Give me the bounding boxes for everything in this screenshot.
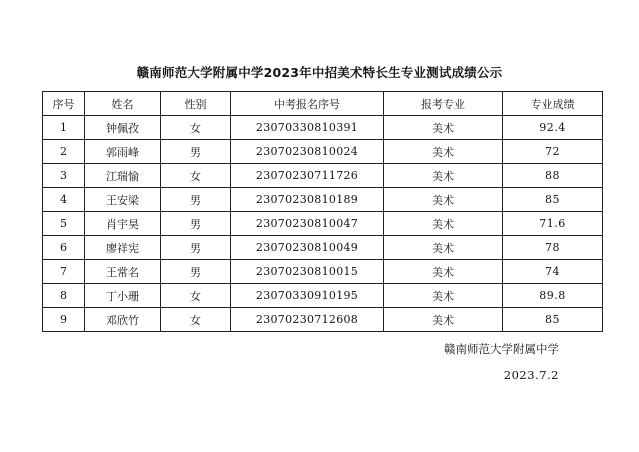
header-gender: 性别 (161, 92, 231, 116)
cell-registration-number: 23070230810015 (231, 260, 384, 284)
cell-score: 72 (503, 140, 603, 164)
cell-name: 廖祥宪 (85, 236, 161, 260)
cell-registration-number: 23070230712608 (231, 308, 384, 332)
cell-score: 85 (503, 188, 603, 212)
cell-name: 王安梁 (85, 188, 161, 212)
cell-registration-number: 23070330810391 (231, 116, 384, 140)
cell-major: 美术 (384, 140, 503, 164)
cell-name: 肖宇昊 (85, 212, 161, 236)
cell-gender: 女 (161, 116, 231, 140)
header-major: 报考专业 (384, 92, 503, 116)
cell-gender: 女 (161, 164, 231, 188)
cell-gender: 女 (161, 308, 231, 332)
header-registration-number: 中考报名序号 (231, 92, 384, 116)
cell-gender: 男 (161, 236, 231, 260)
cell-major: 美术 (384, 284, 503, 308)
table-row (43, 236, 603, 260)
cell-gender: 男 (161, 188, 231, 212)
score-table (42, 91, 603, 332)
header-serial: 序号 (43, 92, 85, 116)
table-header-row (43, 92, 603, 116)
cell-gender: 男 (161, 260, 231, 284)
cell-registration-number: 23070230810024 (231, 140, 384, 164)
table-row (43, 308, 603, 332)
cell-major: 美术 (384, 236, 503, 260)
cell-registration-number: 23070330910195 (231, 284, 384, 308)
cell-score: 88 (503, 164, 603, 188)
cell-registration-number: 23070230810189 (231, 188, 384, 212)
cell-score: 78 (503, 236, 603, 260)
cell-registration-number: 23070230810049 (231, 236, 384, 260)
cell-major: 美术 (384, 260, 503, 284)
cell-major: 美术 (384, 188, 503, 212)
cell-registration-number: 23070230810047 (231, 212, 384, 236)
cell-major: 美术 (384, 212, 503, 236)
table-row (43, 116, 603, 140)
cell-gender: 男 (161, 140, 231, 164)
cell-gender: 女 (161, 284, 231, 308)
table-row (43, 284, 603, 308)
cell-major: 美术 (384, 308, 503, 332)
cell-score: 92.4 (503, 116, 603, 140)
cell-name: 钟佩孜 (85, 116, 161, 140)
table-row (43, 212, 603, 236)
cell-score: 74 (503, 260, 603, 284)
cell-major: 美术 (384, 116, 503, 140)
cell-gender: 男 (161, 212, 231, 236)
page-title: 赣南师范大学附属中学2023年中招美术特长生专业测试成绩公示 (136, 65, 503, 80)
cell-major: 美术 (384, 164, 503, 188)
cell-serial: 4 (43, 188, 85, 212)
cell-serial: 6 (43, 236, 85, 260)
cell-name: 丁小珊 (85, 284, 161, 308)
issuer-organization: 赣南师范大学附属中学 (444, 342, 559, 356)
header-name: 姓名 (85, 92, 161, 116)
table-row (43, 164, 603, 188)
header-score: 专业成绩 (503, 92, 603, 116)
cell-score: 71.6 (503, 212, 603, 236)
cell-name: 王常名 (85, 260, 161, 284)
cell-serial: 9 (43, 308, 85, 332)
cell-serial: 2 (43, 140, 85, 164)
cell-score: 85 (503, 308, 603, 332)
cell-name: 郭雨峰 (85, 140, 161, 164)
cell-serial: 8 (43, 284, 85, 308)
cell-serial: 1 (43, 116, 85, 140)
cell-name: 江瑞愉 (85, 164, 161, 188)
issue-date: 2023.7.2 (503, 368, 559, 382)
table-row (43, 260, 603, 284)
table-row (43, 188, 603, 212)
cell-registration-number: 23070230711726 (231, 164, 384, 188)
table-row (43, 140, 603, 164)
cell-score: 89.8 (503, 284, 603, 308)
cell-name: 邓欣竹 (85, 308, 161, 332)
cell-serial: 5 (43, 212, 85, 236)
cell-serial: 3 (43, 164, 85, 188)
cell-serial: 7 (43, 260, 85, 284)
